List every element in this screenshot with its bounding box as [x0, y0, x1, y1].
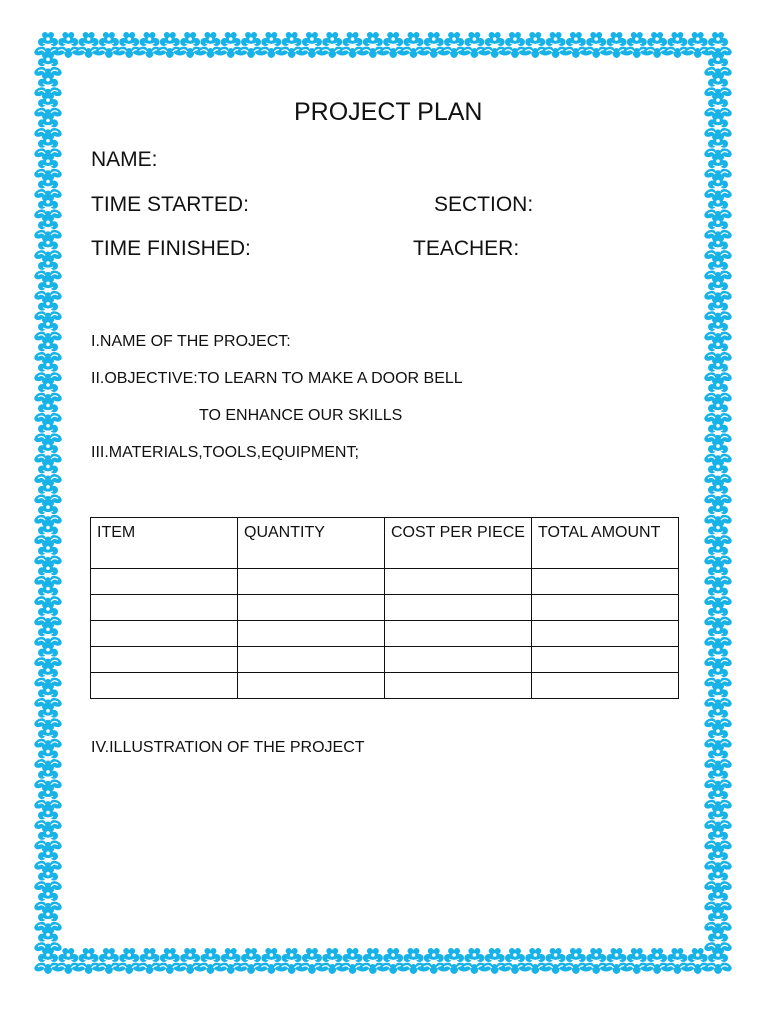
table-cell[interactable] [532, 595, 679, 621]
floral-motif-icon [33, 602, 63, 628]
floral-motif-icon [33, 704, 63, 730]
table-cell[interactable] [532, 647, 679, 673]
table-cell[interactable] [238, 647, 385, 673]
floral-motif-icon [703, 134, 733, 160]
time-finished-label: TIME FINISHED: [91, 237, 251, 260]
floral-motif-icon [703, 907, 733, 933]
table-row [91, 569, 679, 595]
floral-motif-icon [33, 907, 63, 933]
floral-motif-icon [33, 73, 63, 99]
floral-motif-icon [33, 683, 63, 709]
floral-motif-icon [33, 867, 63, 893]
floral-motif-icon [703, 276, 733, 302]
floral-motif-icon [33, 439, 63, 465]
section-label: SECTION: [434, 193, 534, 216]
column-header-total-amount: TOTAL AMOUNT [532, 518, 679, 569]
floral-motif-icon [33, 480, 63, 506]
table-cell[interactable] [532, 569, 679, 595]
floral-motif-icon [703, 93, 733, 119]
floral-motif-icon [703, 398, 733, 424]
floral-motif-icon [703, 480, 733, 506]
time-started-label: TIME STARTED: [91, 193, 249, 216]
floral-motif-icon [703, 622, 733, 648]
floral-motif-icon [33, 785, 63, 811]
floral-motif-icon [33, 459, 63, 485]
floral-motif-icon [33, 724, 63, 750]
floral-motif-icon [703, 765, 733, 791]
floral-motif-icon [703, 73, 733, 99]
floral-motif-icon [703, 154, 733, 180]
floral-motif-icon [33, 928, 63, 954]
column-header-quantity: QUANTITY [238, 518, 385, 569]
floral-motif-icon [703, 195, 733, 221]
floral-motif-icon [703, 256, 733, 282]
floral-motif-icon [33, 561, 63, 587]
floral-motif-icon [703, 236, 733, 262]
table-cell[interactable] [385, 569, 532, 595]
table-cell[interactable] [532, 621, 679, 647]
floral-motif-icon [33, 174, 63, 200]
floral-motif-icon [703, 683, 733, 709]
floral-motif-icon [33, 521, 63, 547]
floral-motif-icon [33, 236, 63, 262]
table-cell[interactable] [91, 595, 238, 621]
floral-motif-icon [33, 113, 63, 139]
floral-motif-icon [33, 765, 63, 791]
table-cell[interactable] [238, 569, 385, 595]
table-cell[interactable] [91, 569, 238, 595]
floral-motif-icon [703, 704, 733, 730]
floral-motif-icon [703, 521, 733, 547]
floral-motif-icon [33, 622, 63, 648]
floral-motif-icon [33, 744, 63, 770]
objective-line-2: TO ENHANCE OUR SKILLS [199, 407, 403, 424]
floral-motif-icon [703, 459, 733, 485]
table-cell[interactable] [532, 673, 679, 699]
floral-motif-icon [703, 378, 733, 404]
floral-motif-icon [33, 317, 63, 343]
floral-motif-icon [703, 602, 733, 628]
floral-motif-icon [703, 867, 733, 893]
floral-motif-icon [703, 337, 733, 363]
floral-motif-icon [703, 317, 733, 343]
floral-motif-icon [703, 174, 733, 200]
materials-table [90, 517, 679, 699]
floral-motif-icon [33, 582, 63, 608]
floral-motif-icon [33, 846, 63, 872]
table-row [91, 673, 679, 699]
table-cell[interactable] [91, 673, 238, 699]
floral-motif-icon [703, 541, 733, 567]
name-field-label: NAME: [91, 148, 158, 171]
floral-motif-icon [703, 582, 733, 608]
floral-motif-icon [703, 561, 733, 587]
floral-motif-icon [703, 113, 733, 139]
floral-motif-icon [33, 134, 63, 160]
floral-motif-icon [33, 806, 63, 832]
floral-motif-icon [33, 663, 63, 689]
floral-motif-icon [703, 826, 733, 852]
table-header-row [91, 518, 679, 569]
floral-motif-icon [703, 846, 733, 872]
floral-motif-icon [33, 419, 63, 445]
table-cell[interactable] [238, 621, 385, 647]
floral-motif-icon [703, 724, 733, 750]
floral-motif-icon [33, 358, 63, 384]
floral-motif-icon [33, 297, 63, 323]
floral-motif-icon [703, 32, 733, 58]
page-title: PROJECT PLAN [294, 98, 483, 126]
table-cell[interactable] [385, 647, 532, 673]
table-row [91, 595, 679, 621]
floral-motif-icon [703, 887, 733, 913]
floral-motif-icon [703, 785, 733, 811]
table-cell[interactable] [238, 595, 385, 621]
table-cell[interactable] [91, 647, 238, 673]
materials-heading: III.MATERIALS,TOOLS,EQUIPMENT; [91, 444, 359, 461]
teacher-label: TEACHER: [413, 237, 520, 260]
floral-motif-icon [33, 52, 63, 78]
floral-motif-icon [703, 215, 733, 241]
floral-motif-icon [703, 744, 733, 770]
floral-motif-icon [33, 195, 63, 221]
table-cell[interactable] [238, 673, 385, 699]
floral-motif-icon [33, 826, 63, 852]
floral-motif-icon [703, 439, 733, 465]
objective-heading: II.OBJECTIVE:TO LEARN TO MAKE A DOOR BELL [91, 370, 463, 387]
floral-motif-icon [33, 256, 63, 282]
illustration-heading: IV.ILLUSTRATION OF THE PROJECT [91, 739, 365, 756]
table-cell[interactable] [385, 621, 532, 647]
floral-motif-icon [703, 663, 733, 689]
table-row [91, 647, 679, 673]
floral-motif-icon [703, 500, 733, 526]
floral-motif-icon [33, 378, 63, 404]
floral-motif-icon [33, 215, 63, 241]
floral-motif-icon [703, 806, 733, 832]
table-row [91, 621, 679, 647]
table-cell[interactable] [385, 595, 532, 621]
floral-motif-icon [33, 154, 63, 180]
project-name-heading: I.NAME OF THE PROJECT: [91, 333, 291, 350]
floral-motif-icon [33, 887, 63, 913]
floral-motif-icon [703, 358, 733, 384]
column-header-item: ITEM [91, 518, 238, 569]
floral-motif-icon [33, 93, 63, 119]
floral-motif-icon [703, 643, 733, 669]
floral-motif-icon [33, 337, 63, 363]
floral-motif-icon [33, 398, 63, 424]
floral-motif-icon [33, 276, 63, 302]
floral-motif-icon [703, 419, 733, 445]
floral-motif-icon [703, 52, 733, 78]
floral-motif-icon [703, 297, 733, 323]
table-cell[interactable] [91, 621, 238, 647]
floral-motif-icon [33, 500, 63, 526]
table-cell[interactable] [385, 673, 532, 699]
floral-motif-icon [33, 643, 63, 669]
floral-motif-icon [703, 928, 733, 954]
column-header-cost-per-piece: COST PER PIECE [385, 518, 532, 569]
floral-motif-icon [33, 541, 63, 567]
